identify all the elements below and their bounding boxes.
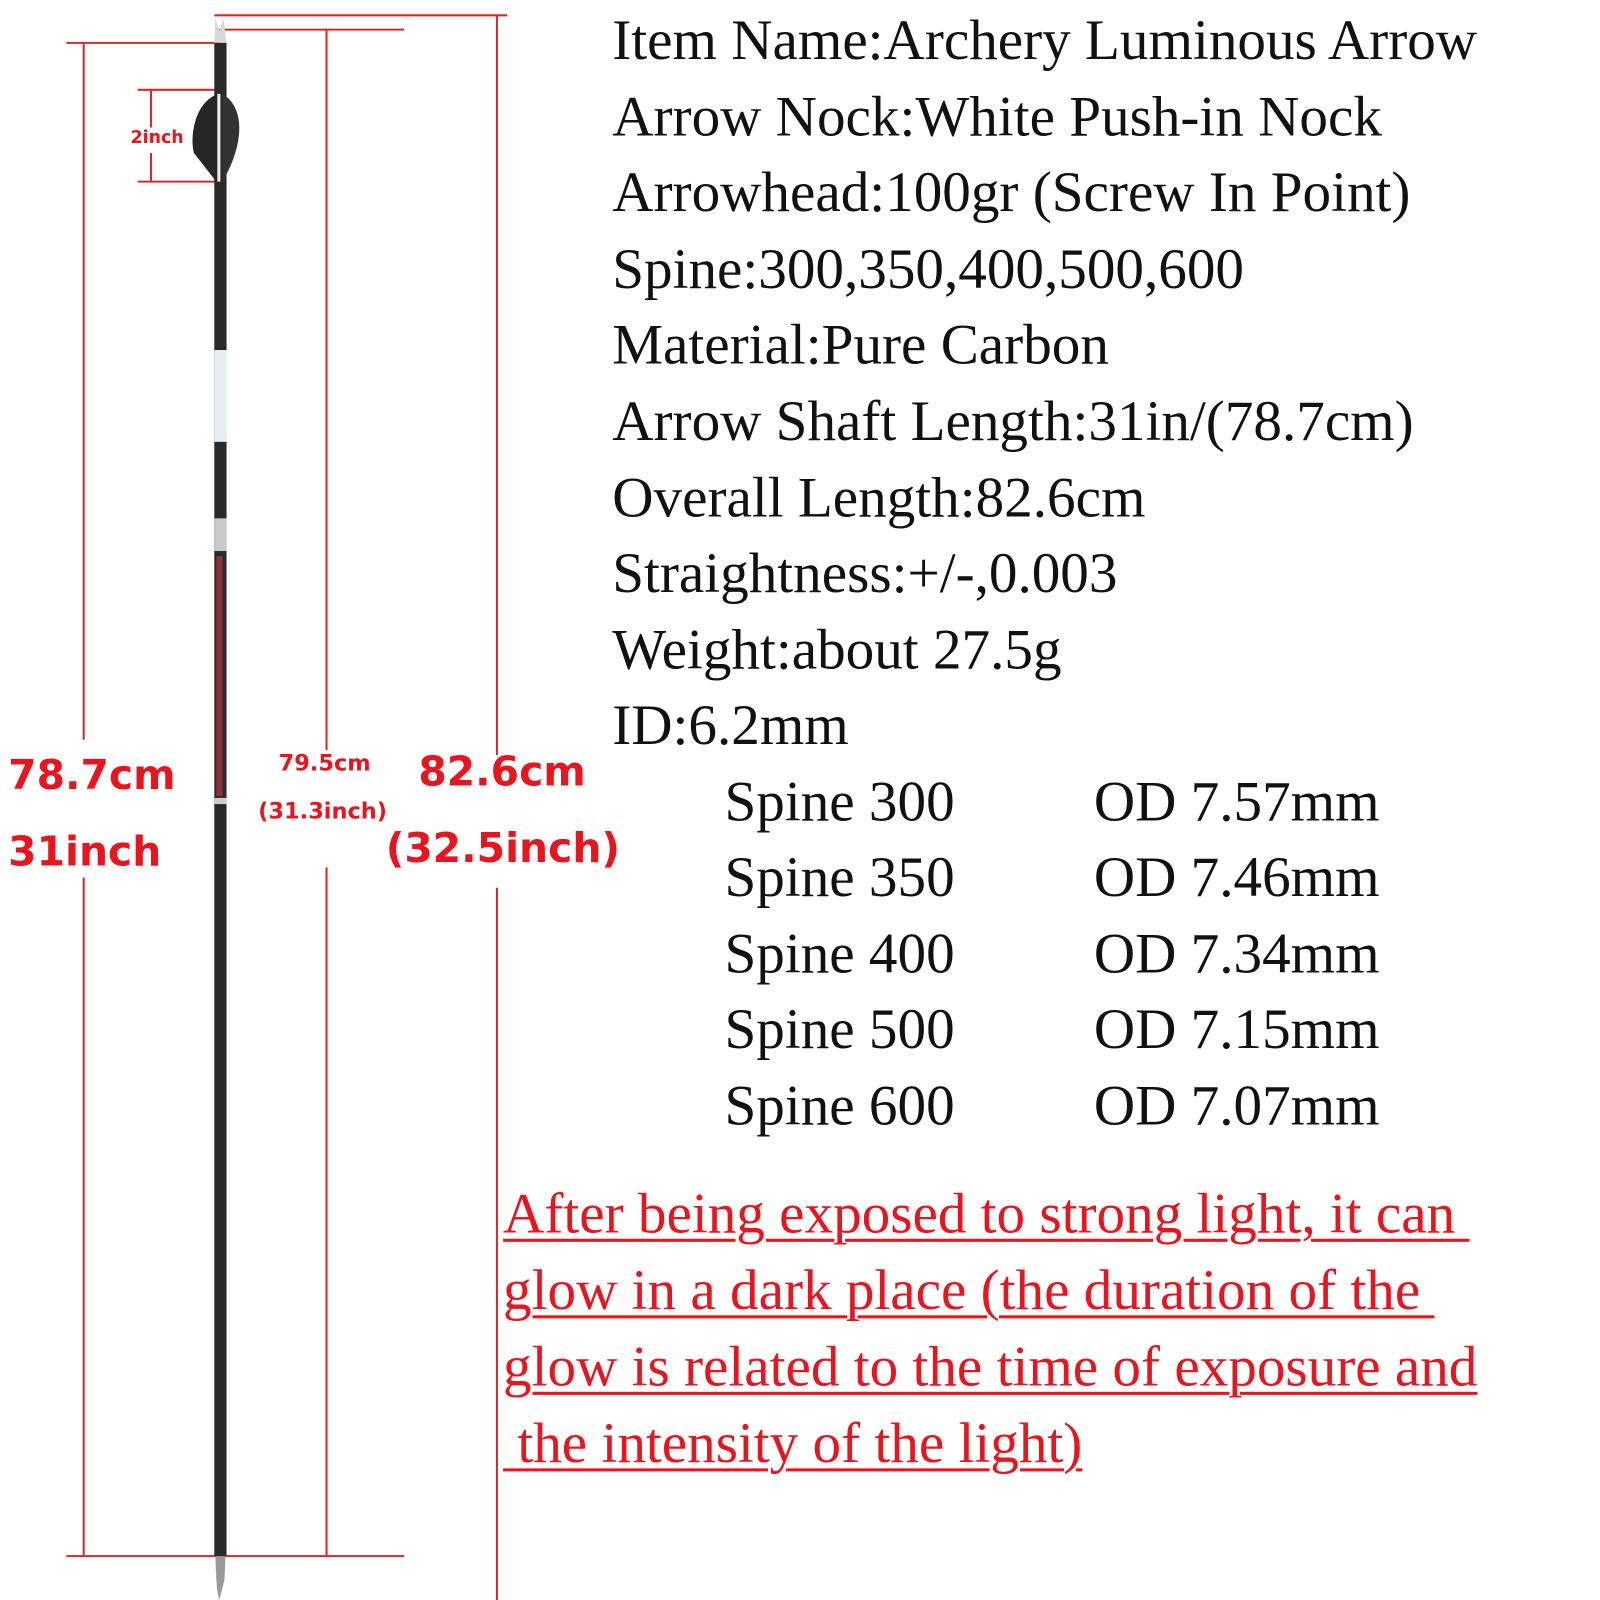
- spec-shaft-length: Arrow Shaft Length:31in/(78.7cm): [612, 389, 1414, 454]
- note-line: After being exposed to strong light, it can: [503, 1182, 1470, 1246]
- spec-id: ID:6.2mm: [612, 693, 849, 758]
- spine-cell: Spine 300: [724, 770, 955, 834]
- nock: [214, 18, 226, 42]
- spec-spine: Spine:300,350,400,500,600: [612, 237, 1244, 302]
- luminous-band: [214, 350, 226, 442]
- spec-overall-length: Overall Length:82.6cm: [612, 466, 1146, 530]
- note-line: glow is related to the time of exposure and: [503, 1335, 1478, 1399]
- spine-cell: Spine 400: [724, 922, 955, 986]
- spine-cell: Spine 600: [724, 1074, 955, 1138]
- arrow-point: [215, 1556, 225, 1600]
- od-cell: OD 7.07mm: [1093, 1074, 1380, 1138]
- shaft-graphics: [216, 556, 222, 796]
- od-cell: OD 7.15mm: [1093, 997, 1380, 1062]
- spec-arrow-nock: Arrow Nock:White Push-in Nock: [612, 85, 1382, 149]
- fletch-length-label: 2inch: [130, 127, 184, 148]
- spec-straightness: Straightness:+/-,0.003: [612, 541, 1118, 606]
- mid-length-inch: (31.3inch): [258, 798, 388, 825]
- od-cell: OD 7.57mm: [1093, 770, 1380, 834]
- spec-weight: Weight:about 27.5g: [612, 618, 1062, 682]
- note-line: glow in a dark place (the duration of the: [503, 1259, 1435, 1323]
- spine-cell: Spine 350: [724, 845, 955, 910]
- od-cell: OD 7.46mm: [1093, 845, 1380, 910]
- spine-cell: Spine 500: [724, 997, 955, 1062]
- arrow: [192, 18, 239, 1600]
- spec-material: Material:Pure Carbon: [612, 313, 1109, 377]
- shaft-length-inch: 31inch: [8, 828, 162, 876]
- shaft-length-cm: 78.7cm: [8, 752, 176, 799]
- note-line: the intensity of the light): [503, 1412, 1083, 1476]
- spec-arrowhead: Arrowhead:100gr (Screw In Point): [612, 161, 1411, 225]
- overall-length-inch: (32.5inch): [385, 825, 621, 873]
- mid-length-cm: 79.5cm: [278, 751, 371, 777]
- overall-length-cm: 82.6cm: [418, 748, 586, 796]
- spec-item-name: Item Name:Archery Luminous Arrow: [612, 9, 1478, 73]
- od-cell: OD 7.34mm: [1093, 922, 1380, 986]
- vane-icon: [192, 94, 218, 182]
